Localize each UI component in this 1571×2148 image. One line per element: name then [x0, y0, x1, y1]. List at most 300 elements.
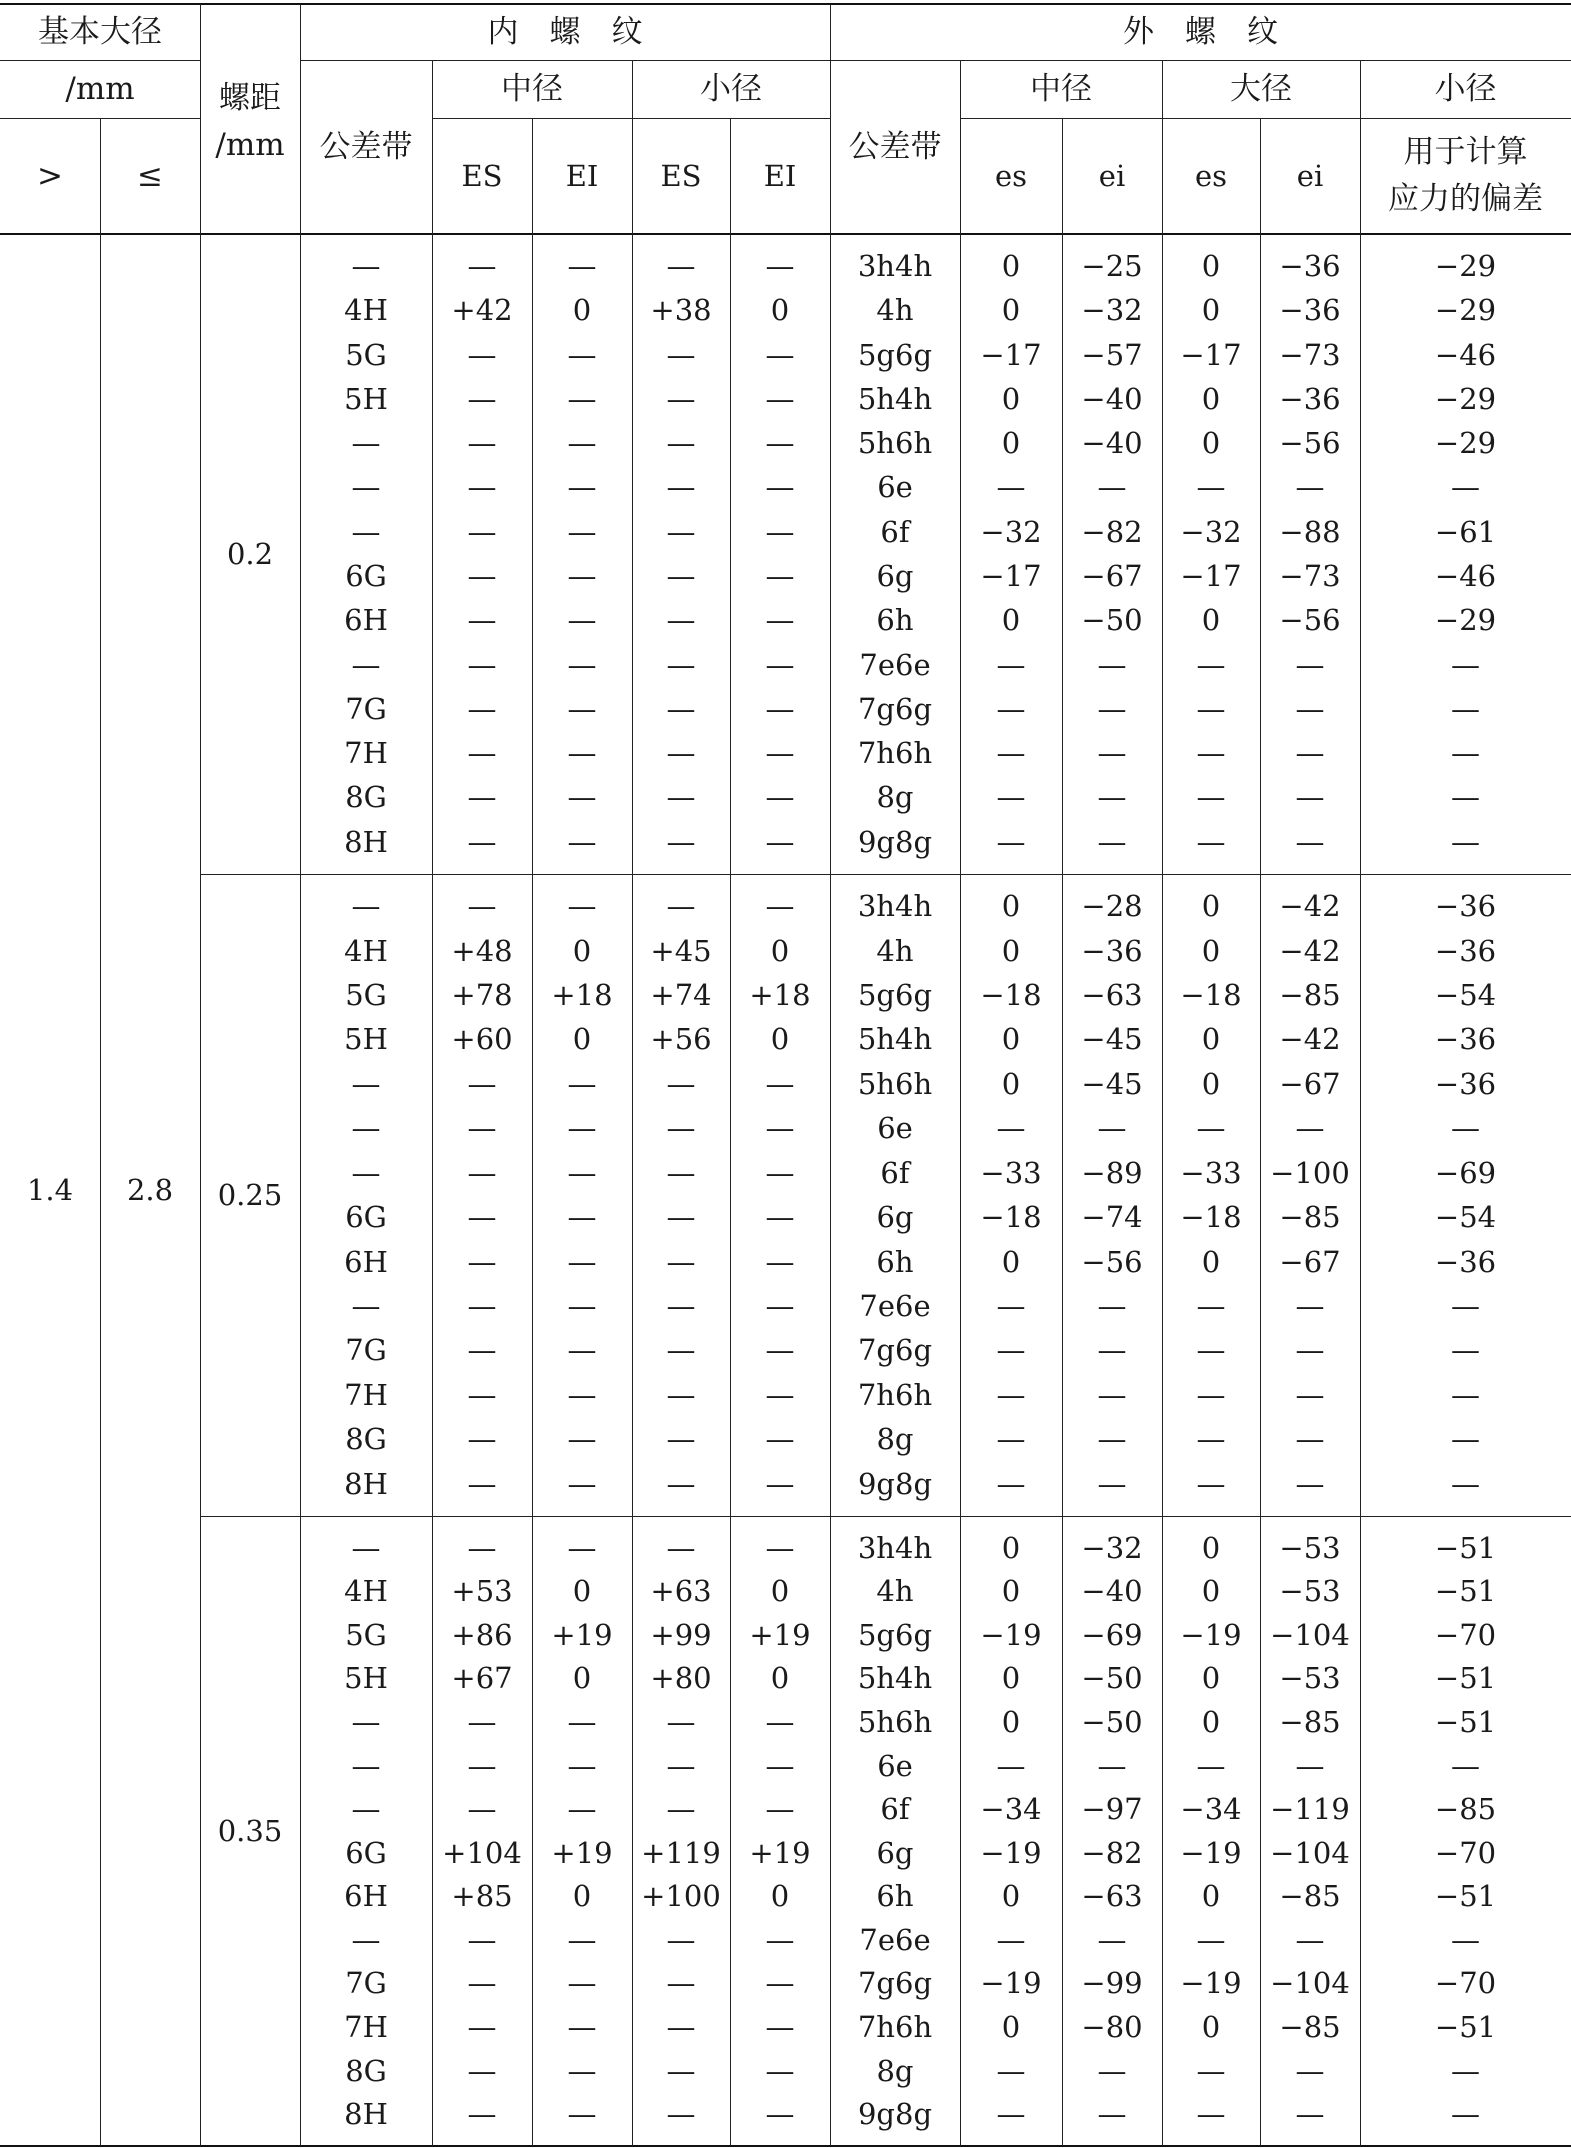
table-cell: −40: [1081, 381, 1143, 416]
diameter-max: 2.8: [126, 1172, 174, 1207]
table-cell: —: [666, 559, 696, 594]
table-cell: −99: [1081, 1966, 1143, 2001]
table-cell: 0: [1001, 1879, 1021, 1914]
table-cell: 5h6h: [857, 1066, 933, 1101]
table-cell: —: [351, 1704, 381, 1739]
table-cell: −82: [1081, 514, 1143, 549]
table-cell: −51: [1434, 1530, 1497, 1565]
grid-line: [300, 4, 301, 2146]
table-cell: 5H: [344, 1022, 388, 1057]
grid-line: [0, 233, 1571, 235]
table-cell: 5G: [345, 1617, 387, 1652]
table-cell: —: [467, 603, 497, 638]
table-cell: −57: [1081, 337, 1143, 372]
table-cell: 0: [1201, 249, 1221, 284]
table-cell: —: [996, 1748, 1026, 1783]
table-cell: —: [1295, 2053, 1325, 2088]
table-cell: −34: [1180, 1792, 1242, 1827]
table-cell: 6h: [876, 1244, 914, 1279]
table-cell: —: [1295, 1111, 1325, 1146]
header-greater-than: >: [37, 157, 63, 194]
table-cell: —: [1295, 1922, 1325, 1957]
table-cell: −63: [1081, 1879, 1143, 1914]
table-cell: —: [467, 337, 497, 372]
table-cell: 7G: [345, 691, 387, 726]
table-cell: 0: [1201, 889, 1221, 924]
table-cell: −25: [1081, 249, 1143, 284]
table-cell: —: [1097, 470, 1127, 505]
table-cell: −50: [1081, 603, 1143, 638]
table-cell: —: [1196, 691, 1226, 726]
grid-line: [0, 2145, 1571, 2147]
table-cell: 7H: [344, 2009, 388, 2044]
table-cell: —: [996, 1466, 1026, 1501]
table-cell: —: [351, 1155, 381, 1190]
table-cell: —: [351, 1530, 381, 1565]
table-cell: 0: [1001, 381, 1021, 416]
table-cell: 6e: [877, 1111, 913, 1146]
table-cell: —: [666, 1748, 696, 1783]
table-cell: —: [765, 691, 795, 726]
table-cell: —: [567, 691, 597, 726]
table-cell: +74: [650, 977, 712, 1012]
table-cell: —: [567, 1066, 597, 1101]
table-cell: 5h6h: [857, 1704, 933, 1739]
table-cell: 0: [770, 1574, 790, 1609]
table-cell: —: [765, 780, 795, 815]
table-cell: −33: [980, 1155, 1042, 1190]
table-cell: —: [996, 1111, 1026, 1146]
table-cell: —: [996, 780, 1026, 815]
table-cell: 7h6h: [857, 2009, 933, 2044]
pitch-value: 0.25: [217, 1177, 283, 1212]
table-cell: —: [765, 2009, 795, 2044]
table-cell: 4h: [876, 293, 914, 328]
table-cell: —: [351, 889, 381, 924]
table-cell: —: [567, 514, 597, 549]
table-cell: 0: [1001, 933, 1021, 968]
table-cell: —: [567, 1748, 597, 1783]
table-cell: 4h: [876, 1574, 914, 1609]
table-cell: 0: [1001, 1022, 1021, 1057]
table-cell: −29: [1434, 249, 1497, 284]
table-cell: —: [567, 1155, 597, 1190]
table-cell: −42: [1279, 933, 1341, 968]
table-cell: —: [666, 1466, 696, 1501]
table-cell: 6g: [876, 1835, 914, 1870]
table-cell: −51: [1434, 1879, 1497, 1914]
table-cell: 7g6g: [857, 1966, 933, 2001]
table-cell: −67: [1279, 1244, 1341, 1279]
table-cell: +19: [749, 1617, 811, 1652]
table-cell: 5g6g: [857, 1617, 933, 1652]
table-cell: 5h4h: [857, 1022, 933, 1057]
table-cell: 7H: [344, 736, 388, 771]
table-cell: −50: [1081, 1661, 1143, 1696]
table-cell: —: [1196, 647, 1226, 682]
table-cell: −70: [1434, 1617, 1497, 1652]
table-cell: 8H: [344, 2097, 388, 2132]
table-cell: —: [467, 1288, 497, 1323]
table-cell: −17: [1180, 337, 1242, 372]
table-cell: −32: [1081, 1530, 1143, 1565]
table-cell: —: [1451, 1422, 1480, 1457]
table-cell: —: [1295, 1422, 1325, 1457]
header-ei-lower: ei: [1098, 158, 1126, 193]
table-cell: —: [1097, 2053, 1127, 2088]
table-cell: −51: [1434, 1574, 1497, 1609]
table-cell: —: [1451, 780, 1480, 815]
table-cell: 8H: [344, 1466, 388, 1501]
table-cell: —: [567, 603, 597, 638]
table-cell: —: [567, 1377, 597, 1412]
table-cell: −36: [1434, 1244, 1497, 1279]
table-cell: —: [765, 1466, 795, 1501]
table-cell: 0: [1201, 1022, 1221, 1057]
grid-line: [200, 1516, 1571, 1517]
table-cell: 6g: [876, 1200, 914, 1235]
table-cell: —: [1451, 2097, 1480, 2132]
header-internal-minor-diameter: 小径: [700, 70, 762, 107]
table-cell: 7g6g: [857, 1333, 933, 1368]
table-cell: —: [765, 2053, 795, 2088]
table-cell: 7h6h: [857, 1377, 933, 1412]
table-cell: —: [666, 1200, 696, 1235]
table-cell: —: [666, 1377, 696, 1412]
table-cell: +80: [650, 1661, 712, 1696]
table-cell: —: [1196, 1422, 1226, 1457]
table-cell: —: [765, 470, 795, 505]
table-cell: −119: [1270, 1792, 1350, 1827]
table-cell: −36: [1279, 249, 1341, 284]
table-cell: —: [467, 1792, 497, 1827]
table-cell: —: [567, 1333, 597, 1368]
table-cell: —: [467, 514, 497, 549]
grid-line: [0, 60, 200, 61]
table-cell: −19: [1180, 1835, 1242, 1870]
table-cell: 6f: [880, 1155, 910, 1190]
table-cell: 3h4h: [857, 889, 933, 924]
table-cell: −17: [980, 337, 1042, 372]
table-cell: 8G: [345, 2053, 387, 2088]
table-cell: —: [765, 736, 795, 771]
table-cell: —: [666, 1530, 696, 1565]
table-cell: —: [765, 1244, 795, 1279]
table-cell: 5G: [345, 337, 387, 372]
header-ei-upper-minor: EI: [763, 158, 797, 193]
table-cell: —: [467, 736, 497, 771]
table-cell: −19: [1180, 1617, 1242, 1652]
table-cell: −53: [1279, 1530, 1341, 1565]
table-cell: —: [351, 470, 381, 505]
table-cell: +60: [451, 1022, 513, 1057]
table-cell: 7H: [344, 1377, 388, 1412]
table-cell: 7G: [345, 1333, 387, 1368]
table-cell: —: [1295, 736, 1325, 771]
table-cell: —: [1196, 736, 1226, 771]
grid-line: [1062, 118, 1063, 2146]
table-cell: −19: [980, 1617, 1042, 1652]
table-cell: −85: [1279, 1200, 1341, 1235]
header-stress-deviation-line-2: 应力的偏差: [1388, 181, 1543, 217]
table-cell: —: [467, 824, 497, 859]
header-pitch: [200, 60, 300, 184]
table-cell: 8g: [876, 780, 914, 815]
table-cell: −40: [1081, 426, 1143, 461]
table-cell: —: [1196, 1288, 1226, 1323]
table-cell: +38: [650, 293, 712, 328]
table-cell: —: [996, 1922, 1026, 1957]
table-cell: —: [567, 1922, 597, 1957]
table-cell: 8g: [876, 2053, 914, 2088]
header-stress-deviation: [1360, 118, 1571, 234]
table-cell: −104: [1270, 1617, 1350, 1652]
table-cell: —: [666, 2053, 696, 2088]
table-cell: 0: [1201, 1530, 1221, 1565]
table-cell: 8g: [876, 1422, 914, 1457]
table-cell: 0: [1201, 1244, 1221, 1279]
table-cell: —: [666, 1066, 696, 1101]
header-basic-diameter-unit: /mm: [65, 70, 135, 107]
table-cell: —: [765, 249, 795, 284]
table-cell: —: [666, 603, 696, 638]
table-cell: −73: [1279, 559, 1341, 594]
table-cell: —: [467, 1422, 497, 1457]
table-cell: —: [1295, 1748, 1325, 1783]
table-cell: 0: [1201, 1066, 1221, 1101]
table-cell: 0: [1001, 426, 1021, 461]
table-cell: —: [567, 1288, 597, 1323]
table-cell: —: [765, 1748, 795, 1783]
table-cell: —: [467, 1333, 497, 1368]
table-cell: —: [567, 1966, 597, 2001]
table-cell: −18: [980, 1200, 1042, 1235]
table-cell: —: [1097, 2097, 1127, 2132]
table-cell: —: [467, 426, 497, 461]
table-cell: 3h4h: [857, 1530, 933, 1565]
table-cell: −67: [1279, 1066, 1341, 1101]
table-cell: —: [1295, 1288, 1325, 1323]
table-cell: 0: [1001, 249, 1021, 284]
grid-line: [200, 4, 201, 2146]
table-cell: —: [467, 1111, 497, 1146]
table-cell: —: [1196, 470, 1226, 505]
table-cell: —: [1097, 691, 1127, 726]
header-internal-pitch-diameter: 中径: [501, 70, 563, 107]
table-cell: −85: [1434, 1792, 1497, 1827]
table-cell: —: [1451, 824, 1480, 859]
table-cell: —: [666, 824, 696, 859]
table-cell: −104: [1270, 1966, 1350, 2001]
table-cell: —: [996, 1377, 1026, 1412]
table-cell: 6h: [876, 603, 914, 638]
table-cell: —: [1451, 1922, 1480, 1957]
table-cell: 6g: [876, 559, 914, 594]
table-cell: 0: [572, 933, 592, 968]
header-es-lower-major: es: [1194, 158, 1228, 193]
table-cell: —: [1295, 647, 1325, 682]
table-cell: −45: [1081, 1066, 1143, 1101]
header-less-equal: ≤: [137, 157, 163, 194]
table-cell: −19: [1180, 1966, 1242, 2001]
table-cell: —: [765, 1377, 795, 1412]
table-cell: 6H: [344, 1244, 388, 1279]
grid-line: [0, 3, 1571, 5]
table-cell: —: [1097, 824, 1127, 859]
table-cell: 5G: [345, 977, 387, 1012]
table-cell: —: [1451, 691, 1480, 726]
table-cell: —: [467, 1155, 497, 1190]
table-cell: 0: [572, 1574, 592, 1609]
table-cell: 0: [572, 1022, 592, 1057]
table-cell: −85: [1279, 977, 1341, 1012]
table-cell: −53: [1279, 1574, 1341, 1609]
table-cell: —: [1097, 1748, 1127, 1783]
table-cell: −53: [1279, 1661, 1341, 1696]
table-cell: 0: [1201, 603, 1221, 638]
table-cell: −73: [1279, 337, 1341, 372]
table-cell: —: [1097, 736, 1127, 771]
table-cell: —: [1097, 1111, 1127, 1146]
table-cell: −18: [1180, 1200, 1242, 1235]
table-cell: —: [996, 2053, 1026, 2088]
table-cell: —: [467, 559, 497, 594]
table-cell: 0: [1201, 1704, 1221, 1739]
table-cell: —: [467, 780, 497, 815]
pitch-value: 0.35: [217, 1813, 283, 1848]
table-cell: —: [1097, 780, 1127, 815]
table-cell: —: [467, 2097, 497, 2132]
table-cell: —: [765, 1111, 795, 1146]
table-cell: −46: [1434, 337, 1497, 372]
table-cell: 0: [770, 1022, 790, 1057]
table-cell: —: [351, 1066, 381, 1101]
table-cell: —: [666, 381, 696, 416]
table-cell: —: [467, 647, 497, 682]
table-cell: —: [1196, 780, 1226, 815]
table-cell: 7e6e: [859, 1922, 931, 1957]
table-cell: −51: [1434, 1704, 1497, 1739]
table-cell: —: [996, 470, 1026, 505]
table-cell: −70: [1434, 1966, 1497, 2001]
table-cell: —: [666, 647, 696, 682]
table-cell: —: [467, 2009, 497, 2044]
table-cell: −70: [1434, 1835, 1497, 1870]
table-cell: −32: [1180, 514, 1242, 549]
header-ei-lower-major: ei: [1296, 158, 1324, 193]
table-cell: —: [567, 1244, 597, 1279]
table-cell: −85: [1279, 1704, 1341, 1739]
table-cell: —: [467, 889, 497, 924]
table-cell: —: [666, 736, 696, 771]
table-cell: —: [666, 1922, 696, 1957]
table-cell: —: [1451, 1748, 1480, 1783]
pitch-value: 0.2: [226, 536, 274, 571]
table-cell: +48: [451, 933, 513, 968]
table-cell: −51: [1434, 1661, 1497, 1696]
table-cell: 0: [770, 933, 790, 968]
table-cell: −40: [1081, 1574, 1143, 1609]
table-cell: 7e6e: [859, 647, 931, 682]
table-cell: −104: [1270, 1835, 1350, 1870]
table-cell: 0: [1201, 381, 1221, 416]
header-external-tolerance-band: 公差带: [848, 128, 942, 165]
table-cell: 0: [770, 1879, 790, 1914]
grid-line: [1360, 60, 1361, 2146]
table-cell: 0: [572, 1879, 592, 1914]
table-cell: —: [1295, 1333, 1325, 1368]
table-cell: —: [765, 1155, 795, 1190]
header-internal-tolerance-band: 公差带: [319, 128, 413, 165]
table-cell: —: [1097, 1466, 1127, 1501]
table-cell: —: [1451, 1111, 1480, 1146]
table-cell: +18: [749, 977, 811, 1012]
grid-line: [632, 60, 633, 2146]
table-cell: —: [765, 514, 795, 549]
table-cell: —: [467, 1066, 497, 1101]
table-cell: 4H: [344, 1574, 388, 1609]
table-cell: —: [467, 1377, 497, 1412]
table-cell: —: [996, 824, 1026, 859]
header-es-lower: es: [994, 158, 1028, 193]
table-cell: —: [467, 1922, 497, 1957]
table-cell: 4H: [344, 933, 388, 968]
table-cell: —: [666, 2009, 696, 2044]
table-cell: 0: [1201, 426, 1221, 461]
table-cell: —: [467, 381, 497, 416]
table-cell: —: [351, 1111, 381, 1146]
header-pitch-line-1: 螺距: [219, 80, 281, 117]
table-cell: −82: [1081, 1835, 1143, 1870]
table-cell: +119: [641, 1835, 721, 1870]
table-cell: −85: [1279, 2009, 1341, 2044]
table-cell: —: [567, 647, 597, 682]
table-cell: −56: [1081, 1244, 1143, 1279]
table-cell: —: [1196, 2053, 1226, 2088]
table-cell: —: [765, 1066, 795, 1101]
table-cell: —: [996, 1422, 1026, 1457]
table-cell: 5h4h: [857, 381, 933, 416]
table-cell: −88: [1279, 514, 1341, 549]
table-cell: —: [351, 1922, 381, 1957]
table-cell: —: [351, 1792, 381, 1827]
table-cell: —: [765, 1922, 795, 1957]
table-cell: —: [765, 559, 795, 594]
table-cell: —: [666, 889, 696, 924]
table-cell: 0: [1001, 1244, 1021, 1279]
table-cell: 0: [572, 293, 592, 328]
table-cell: —: [666, 1111, 696, 1146]
grid-line: [532, 118, 533, 2146]
header-external-minor-diameter: 小径: [1434, 70, 1497, 107]
table-cell: +56: [650, 1022, 712, 1057]
table-cell: —: [1295, 824, 1325, 859]
table-cell: −18: [1180, 977, 1242, 1012]
table-cell: 0: [1001, 1530, 1021, 1565]
table-cell: 6e: [877, 470, 913, 505]
table-cell: 5H: [344, 1661, 388, 1696]
table-cell: 0: [1201, 933, 1221, 968]
table-cell: −69: [1434, 1155, 1497, 1190]
table-cell: —: [567, 1466, 597, 1501]
table-cell: —: [765, 889, 795, 924]
table-cell: —: [666, 1333, 696, 1368]
table-cell: −18: [980, 977, 1042, 1012]
table-cell: −42: [1279, 1022, 1341, 1057]
table-cell: —: [1097, 1288, 1127, 1323]
table-cell: —: [351, 249, 381, 284]
table-cell: —: [765, 1966, 795, 2001]
